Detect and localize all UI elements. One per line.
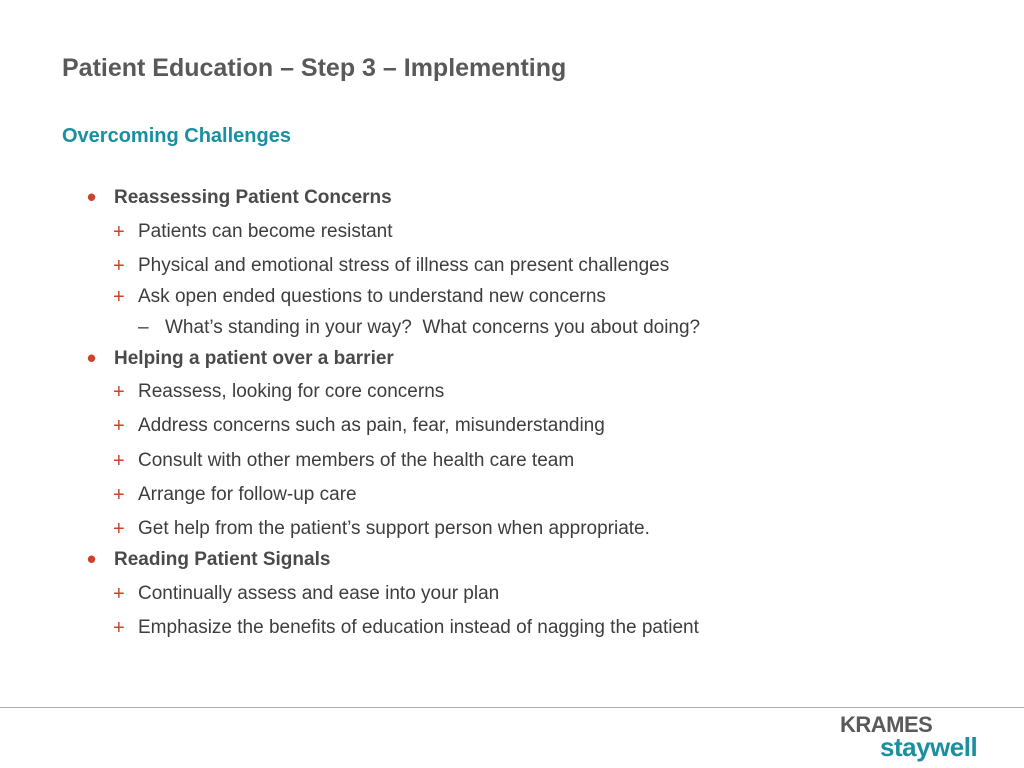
- bullet-icon: •: [87, 544, 97, 574]
- bullet-icon: •: [87, 343, 97, 373]
- list-item: Consult with other members of the health care team: [138, 450, 575, 471]
- section-heading-reading: Reading Patient Signals: [114, 549, 331, 570]
- plus-icon: +: [113, 484, 125, 506]
- plus-icon: +: [113, 518, 125, 540]
- plus-icon: +: [113, 450, 125, 472]
- plus-icon: +: [113, 286, 125, 308]
- plus-icon: +: [113, 381, 125, 403]
- list-item: Ask open ended questions to understand new concerns: [138, 286, 606, 307]
- list-item: Physical and emotional stress of illness can present challenges: [138, 255, 670, 276]
- plus-icon: +: [113, 617, 125, 639]
- list-item: Get help from the patient’s support person when appropriate.: [138, 518, 650, 539]
- krames-staywell-logo: [840, 712, 990, 764]
- plus-icon: +: [113, 415, 125, 437]
- list-item: Arrange for follow-up care: [138, 484, 357, 505]
- list-item: Patients can become resistant: [138, 221, 393, 242]
- list-item: Emphasize the benefits of education instead of nagging the patient: [138, 617, 699, 638]
- dash-icon: –: [138, 317, 149, 338]
- section-heading-helping: Helping a patient over a barrier: [114, 348, 394, 369]
- list-item: Reassess, looking for core concerns: [138, 381, 445, 402]
- footer-divider: [0, 707, 1024, 708]
- bullet-icon: •: [87, 182, 97, 212]
- plus-icon: +: [113, 583, 125, 605]
- logo-krames-text: KRAMES: [840, 712, 933, 737]
- list-item: Continually assess and ease into your plan: [138, 583, 500, 604]
- list-item: Address concerns such as pain, fear, misunderstanding: [138, 415, 605, 436]
- slide-subtitle: Overcoming Challenges: [62, 125, 291, 147]
- slide-title: Patient Education – Step 3 – Implementing: [62, 54, 567, 82]
- plus-icon: +: [113, 221, 125, 243]
- section-heading-reassessing: Reassessing Patient Concerns: [114, 187, 392, 208]
- plus-icon: +: [113, 255, 125, 277]
- logo-staywell-text: staywell: [880, 732, 978, 762]
- sub-list-item: What’s standing in your way? What concerns you about doing?: [165, 317, 701, 338]
